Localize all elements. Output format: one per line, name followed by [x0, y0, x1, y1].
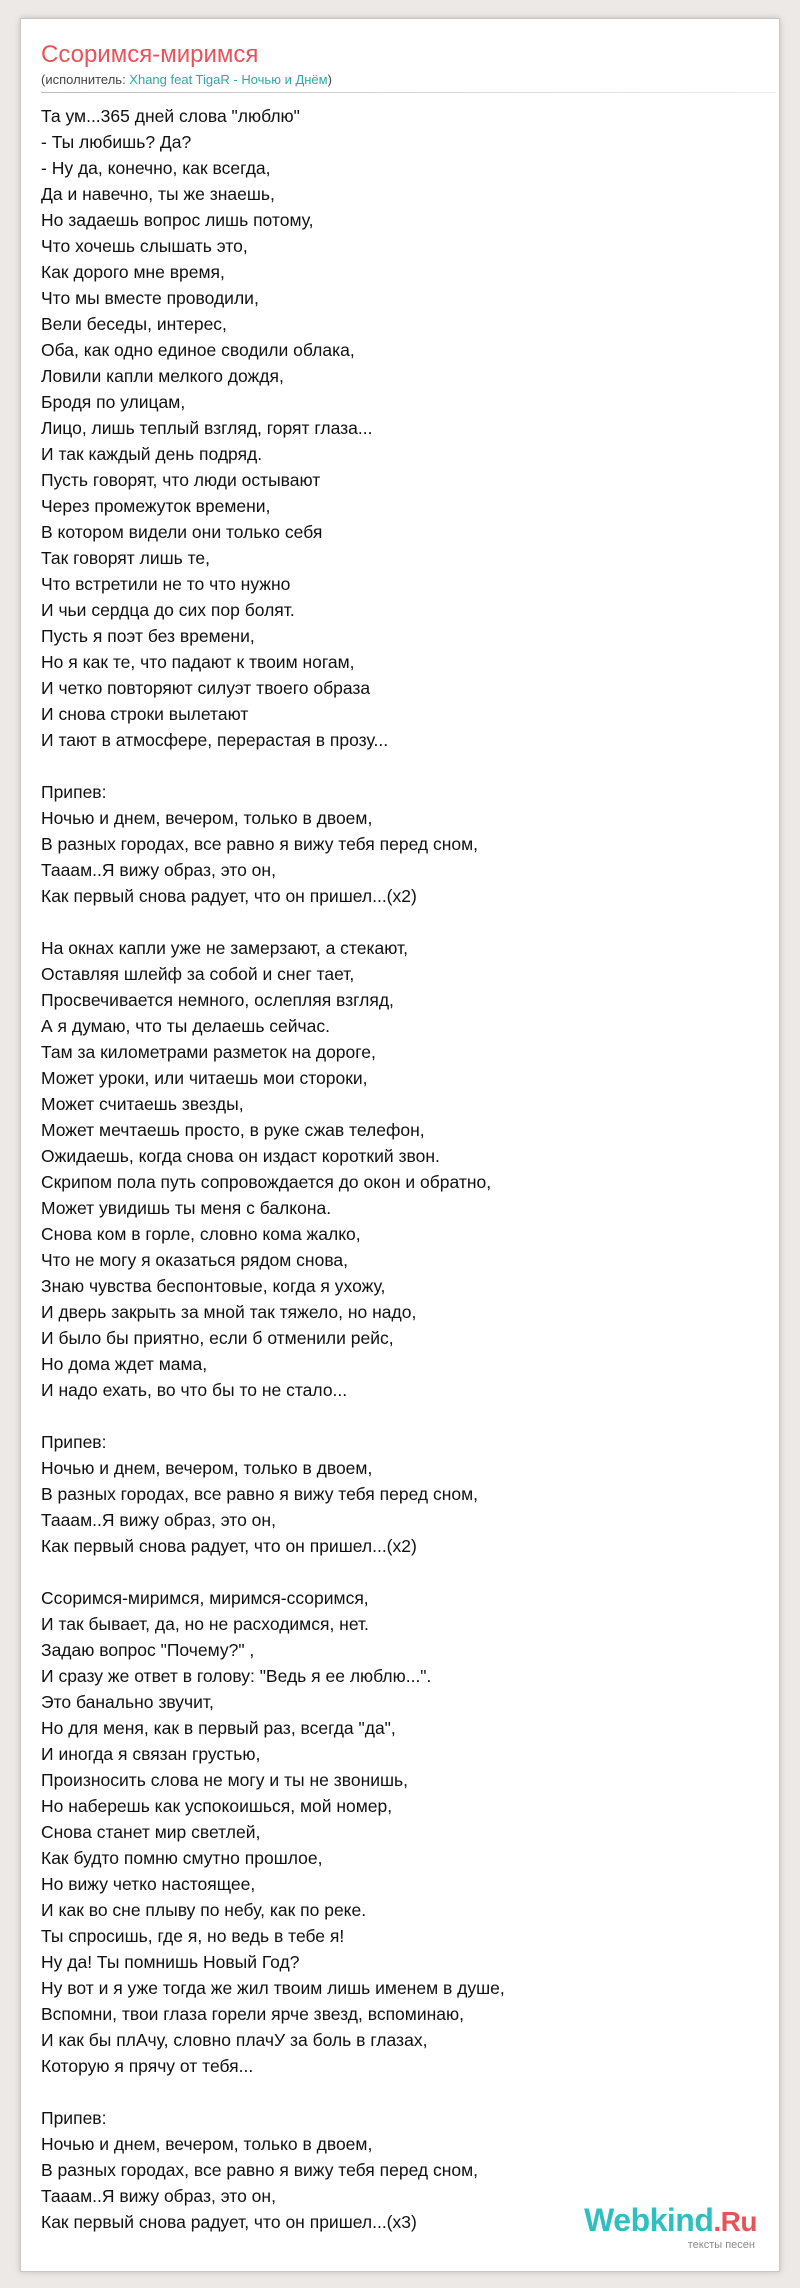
- stanza-break: [41, 2079, 756, 2105]
- lyric-line: И иногда я связан грустью,: [41, 1744, 261, 1764]
- lyric-line: Снова станет мир светлей,: [41, 1822, 261, 1842]
- lyric-line: А я думаю, что ты делаешь сейчас.: [41, 1016, 331, 1036]
- lyric-line: Но дома ждет мама,: [41, 1354, 208, 1374]
- artist-byline: [41, 71, 756, 89]
- lyric-line: Может мечтаешь просто, в руке сжав телефон,: [41, 1120, 425, 1140]
- lyric-line: Ночью и днем, вечером, только в двоем,: [41, 2134, 373, 2154]
- artist-link[interactable]: Xhang feat TigaR: [129, 72, 230, 87]
- lyric-line: Ночью и днем, вечером, только в двоем,: [41, 808, 373, 828]
- byline-prefix: (исполнитель:: [41, 72, 130, 87]
- lyric-line: - Ты любишь? Да?: [41, 132, 192, 152]
- lyric-line: Тааам..Я вижу образ, это он,: [41, 1510, 276, 1530]
- lyric-line: Ты спросишь, где я, но ведь в тебе я!: [41, 1926, 345, 1946]
- lyric-line: Через промежуток времени,: [41, 496, 271, 516]
- lyric-line: На окнах капли уже не замерзают, а стекают,: [41, 938, 408, 958]
- lyric-line: Да и навечно, ты же знаешь,: [41, 184, 275, 204]
- lyric-line: Вели беседы, интерес,: [41, 314, 227, 334]
- logo-name: Webkind: [584, 2202, 714, 2238]
- lyric-line: Может считаешь звезды,: [41, 1094, 244, 1114]
- lyric-line: Что мы вместе проводили,: [41, 288, 259, 308]
- lyric-line: Которую я прячу от тебя...: [41, 2056, 254, 2076]
- byline-suffix: ): [327, 72, 332, 87]
- lyrics-body: [41, 103, 756, 2235]
- lyric-line: В разных городах, все равно я вижу тебя перед сном,: [41, 834, 479, 854]
- lyric-line: Просвечивается немного, ослепляя взгляд,: [41, 990, 394, 1010]
- header-divider: [41, 92, 776, 93]
- lyric-line: И снова строки вылетают: [41, 704, 249, 724]
- lyric-line: Но наберешь как успокоишься, мой номер,: [41, 1796, 393, 1816]
- stanza-break: [41, 1403, 756, 1429]
- chorus-label: Припев:: [41, 1432, 107, 1452]
- lyric-line: Может уроки, или читаешь мои стороки,: [41, 1068, 368, 1088]
- stanza-break: [41, 909, 756, 935]
- lyric-line: Так говорят лишь те,: [41, 548, 211, 568]
- song-link[interactable]: Ночью и Днём: [241, 72, 328, 87]
- logo-wordmark: [584, 2204, 757, 2238]
- lyric-line: И четко повторяют силуэт твоего образа: [41, 678, 371, 698]
- chorus-label: Припев:: [41, 2108, 107, 2128]
- stanza-break: [41, 1559, 756, 1585]
- logo-tagline: тексты песен: [687, 2239, 755, 2251]
- lyric-line: Тааам..Я вижу образ, это он,: [41, 860, 276, 880]
- lyric-line: Пусть говорят, что люди остывают: [41, 470, 321, 490]
- lyric-line: Задаю вопрос "Почему?" ,: [41, 1640, 255, 1660]
- lyric-line: Ну вот и я уже тогда же жил твоим лишь именем в душе,: [41, 1978, 505, 1998]
- lyric-line: Что хочешь слышать это,: [41, 236, 248, 256]
- byline-separator: -: [229, 72, 242, 87]
- lyrics-card: [20, 18, 780, 2272]
- lyric-line: Лицо, лишь теплый взгляд, горят глаза...: [41, 418, 373, 438]
- lyric-line: Ночью и днем, вечером, только в двоем,: [41, 1458, 373, 1478]
- lyric-line: Что не могу я оказаться рядом снова,: [41, 1250, 349, 1270]
- lyric-line: И дверь закрыть за мной так тяжело, но надо,: [41, 1302, 417, 1322]
- lyric-line: Произносить слова не могу и ты не звонишь,: [41, 1770, 409, 1790]
- lyric-line: Как первый снова радует, что он пришел...(x2): [41, 886, 417, 906]
- lyric-line: И так бывает, да, но не расходимся, нет.: [41, 1614, 369, 1634]
- lyric-line: Ну да! Ты помнишь Новый Год?: [41, 1952, 300, 1972]
- lyric-line: Ловили капли мелкого дождя,: [41, 366, 284, 386]
- lyric-line: В разных городах, все равно я вижу тебя перед сном,: [41, 2160, 479, 2180]
- lyric-line: В разных городах, все равно я вижу тебя перед сном,: [41, 1484, 479, 1504]
- lyric-line: Но для меня, как в первый раз, всегда "да",: [41, 1718, 396, 1738]
- lyric-line: И было бы приятно, если б отменили рейс,: [41, 1328, 394, 1348]
- stanza-break: [41, 753, 756, 779]
- lyric-line: Но задаешь вопрос лишь потому,: [41, 210, 314, 230]
- lyric-line: Как первый снова радует, что он пришел...(x2): [41, 1536, 417, 1556]
- chorus-label: Припев:: [41, 782, 107, 802]
- lyric-line: Бродя по улицам,: [41, 392, 186, 412]
- lyric-line: И так каждый день подряд.: [41, 444, 263, 464]
- lyric-line: Там за километрами разметок на дороге,: [41, 1042, 376, 1062]
- lyric-line: В котором видели они только себя: [41, 522, 323, 542]
- lyric-line: Может увидишь ты меня с балкона.: [41, 1198, 332, 1218]
- lyric-line: И тают в атмосфере, перерастая в прозу...: [41, 730, 389, 750]
- song-header: [41, 41, 756, 93]
- lyric-line: Как будто помню смутно прошлое,: [41, 1848, 323, 1868]
- lyric-line: Оставляя шлейф за собой и снег тает,: [41, 964, 355, 984]
- lyric-line: Ссоримся-миримся, миримся-ссоримся,: [41, 1588, 369, 1608]
- lyric-line: И сразу же ответ в голову: "Ведь я ее люблю...".: [41, 1666, 432, 1686]
- logo-tld: .Ru: [713, 2206, 757, 2237]
- lyric-line: Тааам..Я вижу образ, это он,: [41, 2186, 276, 2206]
- lyric-line: Скрипом пола путь сопровождается до окон и обратно,: [41, 1172, 492, 1192]
- lyric-line: Вспомни, твои глаза горели ярче звезд, вспоминаю,: [41, 2004, 464, 2024]
- lyric-line: Как первый снова радует, что он пришел...(x3): [41, 2212, 417, 2232]
- lyric-line: И как бы плАчу, словно плачУ за боль в глазах,: [41, 2030, 428, 2050]
- lyric-line: Это банально звучит,: [41, 1692, 214, 1712]
- lyric-line: Но вижу четко настоящее,: [41, 1874, 256, 1894]
- lyric-line: Как дорого мне время,: [41, 262, 225, 282]
- site-logo[interactable]: [584, 2204, 757, 2251]
- lyric-line: Снова ком в горле, словно кома жалко,: [41, 1224, 361, 1244]
- lyric-line: Пусть я поэт без времени,: [41, 626, 255, 646]
- lyric-line: Та ум...365 дней слова "люблю": [41, 106, 300, 126]
- lyric-line: И как во сне плыву по небу, как по реке.: [41, 1900, 367, 1920]
- lyric-line: И чьи сердца до сих пор болят.: [41, 600, 295, 620]
- lyric-line: Ожидаешь, когда снова он издаст короткий звон.: [41, 1146, 440, 1166]
- lyric-line: - Ну да, конечно, как всегда,: [41, 158, 271, 178]
- lyric-line: И надо ехать, во что бы то не стало...: [41, 1380, 348, 1400]
- song-title: Ссоримся-миримся: [41, 41, 259, 68]
- lyric-line: Знаю чувства беспонтовые, когда я ухожу,: [41, 1276, 386, 1296]
- lyric-line: Но я как те, что падают к твоим ногам,: [41, 652, 355, 672]
- lyric-line: Что встретили не то что нужно: [41, 574, 291, 594]
- lyric-line: Оба, как одно единое сводили облака,: [41, 340, 355, 360]
